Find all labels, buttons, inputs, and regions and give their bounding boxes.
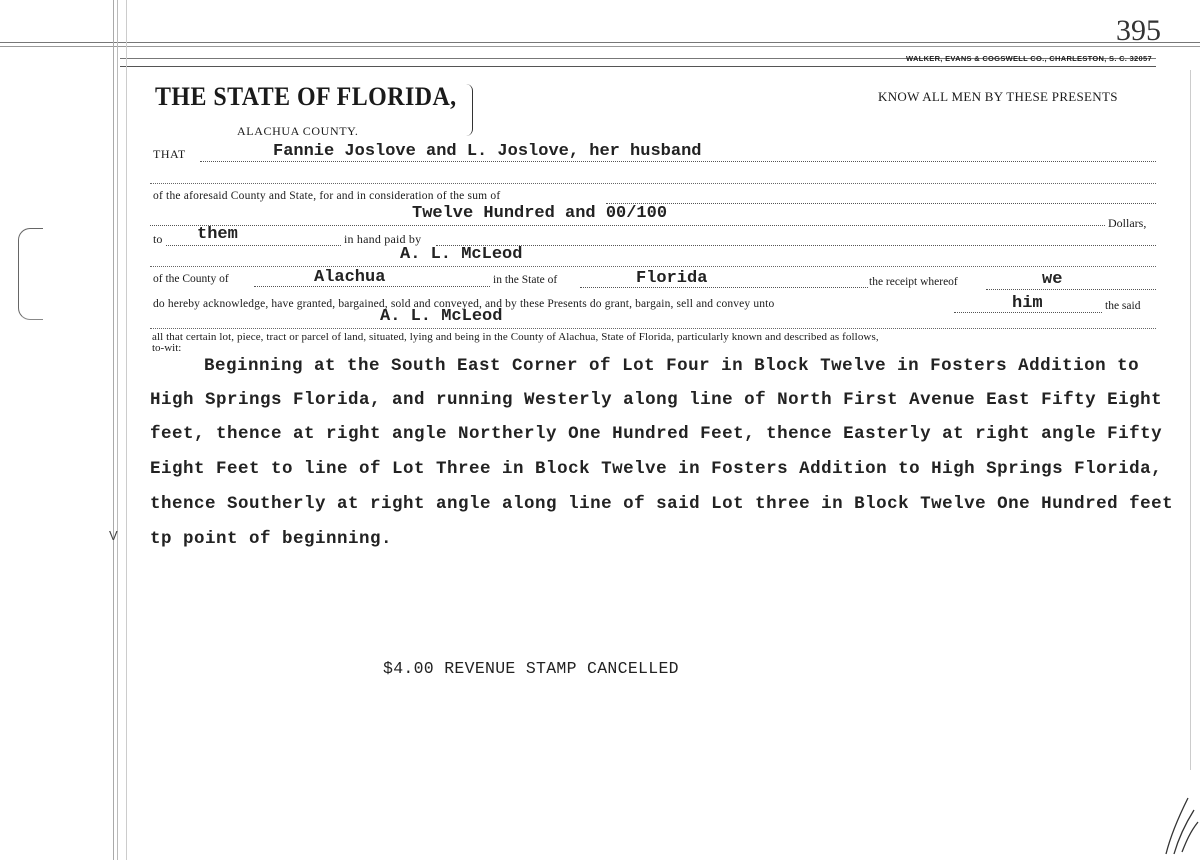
grantee-value: A. L. McLeod: [380, 307, 503, 326]
paid-by-label: in hand paid by: [344, 232, 422, 246]
blank-rule-1: [150, 183, 1156, 184]
to-wit-label: to-wit:: [152, 342, 182, 354]
sum-value: Twelve Hundred and 00/100: [412, 204, 668, 223]
top-rule-4: [120, 66, 1156, 67]
description-line-5: thence Southerly at right angle along line of said Lot three in Block Twelve One Hundred feet: [150, 494, 1174, 514]
lot-text: all that certain lot, piece, tract or parcel of land, situated, lying and being in the County of Alachua, State of Florida, particularly known and described as follows,: [152, 331, 879, 343]
printer-line: WALKER, EVANS & COGSWELL CO., CHARLESTON, S. C. 32057: [906, 54, 1152, 63]
dollars-label: Dollars,: [1108, 216, 1147, 230]
description-line-2: High Springs Florida, and running Westerly along line of North First Avenue East Fifty Eight: [150, 390, 1163, 410]
binding-hole: [18, 228, 43, 320]
county-of-label: of the County of: [153, 273, 229, 285]
receipt-value: we: [1042, 270, 1063, 289]
binding-line-1: [113, 0, 114, 860]
sum-dots: [150, 225, 1105, 226]
binding-line-2: [117, 0, 118, 860]
margin-mark: V: [109, 528, 118, 543]
state-value: Florida: [636, 269, 708, 288]
unto-value: him: [1012, 294, 1043, 313]
description-line-6: tp point of beginning.: [150, 529, 393, 549]
payer-value: A. L. McLeod: [400, 245, 523, 264]
description-line-1: Beginning at the South East Corner of Lot Four in Block Twelve in Fosters Addition to: [204, 356, 1140, 376]
paid-by-dots: [436, 245, 1156, 246]
to-dots: [166, 245, 341, 246]
top-rule-1: [0, 42, 1200, 43]
that-label: THAT: [153, 147, 186, 161]
to-label: to: [153, 232, 163, 246]
description-line-4: Eight Feet to line of Lot Three in Block Twelve in Fosters Addition to High Springs Florida,: [150, 459, 1163, 479]
page-number: 395: [1116, 14, 1161, 47]
know-all-heading: KNOW ALL MEN BY THESE PRESENTS: [878, 89, 1118, 104]
consideration-dots: [606, 203, 1156, 204]
right-edge-line: [1190, 70, 1191, 770]
description-line-3: feet, thence at right angle Northerly One Hundred Feet, thence Easterly at right angle Fifty: [150, 424, 1163, 444]
acknowledge-text: do hereby acknowledge, have granted, bargained, sold and conveyed, and by these Presents do grant, bargain, sell and convey unto: [153, 298, 775, 310]
grantors-value: Fannie Joslove and L. Joslove, her husband: [273, 142, 702, 161]
county-line: ALACHUA COUNTY.: [237, 124, 359, 138]
state-of-dots: [580, 287, 868, 288]
payer-rule: [150, 266, 1156, 267]
to-value: them: [197, 225, 238, 244]
state-title: THE STATE OF FLORIDA,: [155, 82, 457, 111]
binding-line-3: [126, 0, 127, 860]
receipt-dots: [986, 289, 1156, 290]
title-brace: [466, 84, 473, 136]
signature-fragment: [1160, 788, 1200, 858]
stamp-note: $4.00 REVENUE STAMP CANCELLED: [383, 659, 679, 678]
that-dots: [200, 161, 1156, 162]
top-rule-2: [0, 46, 1200, 47]
consideration-label: of the aforesaid County and State, for and in consideration of the sum of: [153, 190, 501, 202]
state-of-label: in the State of: [493, 274, 558, 286]
grantee-rule: [150, 328, 1156, 329]
county-value: Alachua: [314, 268, 386, 287]
receipt-label: the receipt whereof: [869, 276, 958, 288]
the-said-label: the said: [1105, 300, 1141, 312]
